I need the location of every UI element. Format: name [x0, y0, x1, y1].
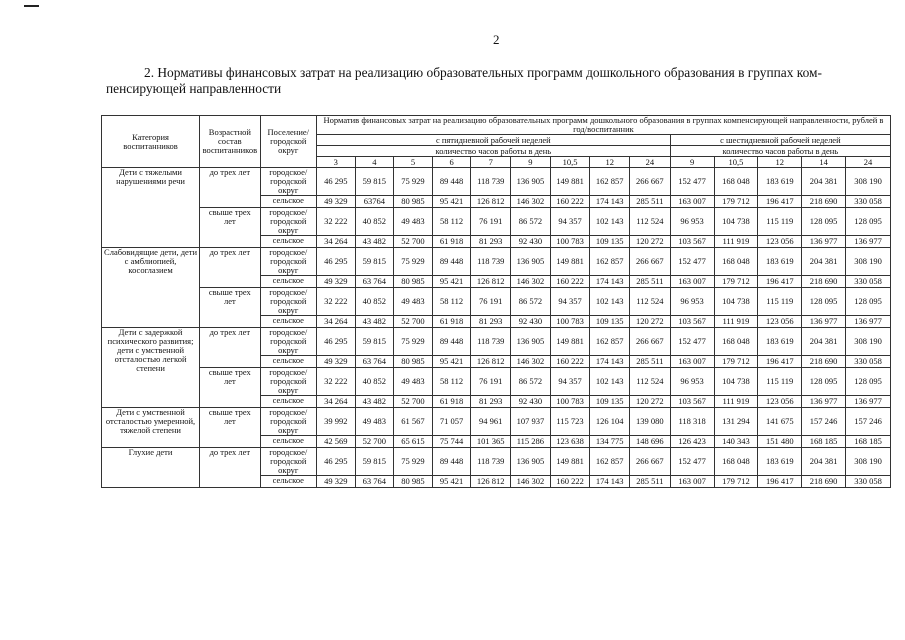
value-cell: 160 222	[550, 476, 590, 488]
value-cell: 162 857	[590, 328, 630, 356]
col-header-five-day: с пятидневной рабочей неделей	[316, 135, 670, 146]
value-cell: 102 143	[590, 368, 630, 396]
top-left-dash	[24, 5, 39, 7]
value-cell: 120 272	[630, 396, 671, 408]
value-cell: 81 293	[471, 316, 511, 328]
heading-line-1: 2. Нормативы финансовых затрат на реализацию образовательных программ дошкольного образования в группах ком-	[144, 65, 822, 80]
value-cell: 218 690	[802, 476, 846, 488]
settlement-cell: городское/ городской округ	[260, 368, 316, 396]
value-cell: 95 421	[432, 196, 471, 208]
value-cell: 162 857	[590, 248, 630, 276]
value-cell: 266 667	[630, 328, 671, 356]
value-cell: 80 985	[394, 276, 433, 288]
value-cell: 266 667	[630, 168, 671, 196]
value-cell: 34 264	[316, 236, 355, 248]
value-cell: 115 723	[550, 408, 590, 436]
value-cell: 32 222	[316, 208, 355, 236]
col-header-hours-six: количество часов работы в день	[670, 146, 890, 157]
value-cell: 136 977	[802, 316, 846, 328]
settlement-cell: городское/ городской округ	[260, 208, 316, 236]
settlement-cell: городское/ городской округ	[260, 288, 316, 316]
value-cell: 148 696	[630, 436, 671, 448]
value-cell: 52 700	[394, 316, 433, 328]
value-cell: 218 690	[802, 276, 846, 288]
value-cell: 136 905	[511, 328, 551, 356]
value-cell: 183 619	[758, 168, 802, 196]
value-cell: 49 329	[316, 196, 355, 208]
value-cell: 115 286	[511, 436, 551, 448]
value-cell: 100 783	[550, 396, 590, 408]
value-cell: 126 812	[471, 276, 511, 288]
age-cell: до трех лет	[200, 328, 261, 368]
value-cell: 179 712	[714, 276, 758, 288]
value-cell: 151 480	[758, 436, 802, 448]
age-cell: до трех лет	[200, 448, 261, 488]
value-cell: 134 775	[590, 436, 630, 448]
value-cell: 75 929	[394, 248, 433, 276]
value-cell: 179 712	[714, 476, 758, 488]
value-cell: 174 143	[590, 276, 630, 288]
value-cell: 76 191	[471, 288, 511, 316]
value-cell: 136 905	[511, 168, 551, 196]
value-cell: 183 619	[758, 448, 802, 476]
value-cell: 330 058	[846, 476, 891, 488]
value-cell: 128 095	[802, 288, 846, 316]
hours-five-cell: 12	[590, 157, 630, 168]
settlement-cell: сельское	[260, 276, 316, 288]
value-cell: 46 295	[316, 248, 355, 276]
value-cell: 126 812	[471, 196, 511, 208]
value-cell: 136 977	[846, 396, 891, 408]
value-cell: 115 119	[758, 288, 802, 316]
value-cell: 32 222	[316, 288, 355, 316]
value-cell: 196 417	[758, 196, 802, 208]
value-cell: 109 135	[590, 236, 630, 248]
value-cell: 111 919	[714, 316, 758, 328]
value-cell: 95 421	[432, 276, 471, 288]
value-cell: 107 937	[511, 408, 551, 436]
value-cell: 86 572	[511, 208, 551, 236]
value-cell: 101 365	[471, 436, 511, 448]
value-cell: 111 919	[714, 236, 758, 248]
settlement-cell: сельское	[260, 316, 316, 328]
value-cell: 75 929	[394, 448, 433, 476]
value-cell: 112 524	[630, 288, 671, 316]
value-cell: 111 919	[714, 396, 758, 408]
value-cell: 65 615	[394, 436, 433, 448]
value-cell: 61 918	[432, 396, 471, 408]
value-cell: 204 381	[802, 448, 846, 476]
value-cell: 308 190	[846, 328, 891, 356]
value-cell: 46 295	[316, 328, 355, 356]
value-cell: 146 302	[511, 276, 551, 288]
value-cell: 109 135	[590, 396, 630, 408]
value-cell: 136 905	[511, 248, 551, 276]
value-cell: 104 738	[714, 288, 758, 316]
value-cell: 94 357	[550, 368, 590, 396]
hours-six-cell: 14	[802, 157, 846, 168]
settlement-cell: сельское	[260, 196, 316, 208]
value-cell: 126 104	[590, 408, 630, 436]
value-cell: 136 905	[511, 448, 551, 476]
table-row	[102, 248, 891, 276]
table-row	[102, 288, 891, 316]
value-cell: 168 048	[714, 328, 758, 356]
value-cell: 131 294	[714, 408, 758, 436]
value-cell: 149 881	[550, 448, 590, 476]
table-row	[102, 328, 891, 356]
value-cell: 179 712	[714, 196, 758, 208]
age-cell: свыше трех лет	[200, 288, 261, 328]
value-cell: 49 483	[394, 368, 433, 396]
settlement-cell: городское/ городской округ	[260, 168, 316, 196]
value-cell: 149 881	[550, 328, 590, 356]
settlement-cell: городское/ городской округ	[260, 408, 316, 436]
value-cell: 32 222	[316, 368, 355, 396]
col-header-six-day: с шестидневной рабочей неделей	[670, 135, 890, 146]
value-cell: 61 918	[432, 316, 471, 328]
value-cell: 63 764	[355, 276, 394, 288]
value-cell: 103 567	[670, 316, 714, 328]
value-cell: 96 953	[670, 288, 714, 316]
age-cell: свыше трех лет	[200, 208, 261, 248]
value-cell: 89 448	[432, 448, 471, 476]
age-cell: свыше трех лет	[200, 368, 261, 408]
value-cell: 308 190	[846, 168, 891, 196]
value-cell: 89 448	[432, 328, 471, 356]
value-cell: 330 058	[846, 196, 891, 208]
hours-five-cell: 5	[394, 157, 433, 168]
value-cell: 183 619	[758, 248, 802, 276]
hours-six-cell: 12	[758, 157, 802, 168]
col-header-norm: Норматив финансовых затрат на реализацию образовательных программ дошкольного образования в группах компенсирующей направленности, рублей в год/воспитанник	[316, 116, 890, 135]
norms-table	[101, 115, 891, 488]
value-cell: 96 953	[670, 208, 714, 236]
col-header-settlement: Поселение/ городской округ	[260, 116, 316, 168]
age-cell: до трех лет	[200, 248, 261, 288]
value-cell: 92 430	[511, 236, 551, 248]
value-cell: 174 143	[590, 476, 630, 488]
value-cell: 102 143	[590, 208, 630, 236]
value-cell: 86 572	[511, 368, 551, 396]
value-cell: 126 812	[471, 476, 511, 488]
value-cell: 157 246	[802, 408, 846, 436]
value-cell: 160 222	[550, 196, 590, 208]
value-cell: 204 381	[802, 168, 846, 196]
value-cell: 149 881	[550, 248, 590, 276]
age-cell: свыше трех лет	[200, 408, 261, 448]
value-cell: 308 190	[846, 448, 891, 476]
value-cell: 94 961	[471, 408, 511, 436]
hours-five-cell: 9	[511, 157, 551, 168]
settlement-cell: сельское	[260, 396, 316, 408]
value-cell: 59 815	[355, 448, 394, 476]
hours-five-cell: 7	[471, 157, 511, 168]
value-cell: 330 058	[846, 276, 891, 288]
value-cell: 92 430	[511, 316, 551, 328]
value-cell: 46 295	[316, 168, 355, 196]
value-cell: 140 343	[714, 436, 758, 448]
hours-five-cell: 24	[630, 157, 671, 168]
value-cell: 109 135	[590, 316, 630, 328]
value-cell: 63 764	[355, 356, 394, 368]
page-number: 2	[493, 32, 500, 47]
settlement-cell: городское/ городской округ	[260, 248, 316, 276]
value-cell: 63 764	[355, 476, 394, 488]
value-cell: 285 511	[630, 196, 671, 208]
value-cell: 168 048	[714, 448, 758, 476]
value-cell: 112 524	[630, 368, 671, 396]
value-cell: 152 477	[670, 248, 714, 276]
value-cell: 204 381	[802, 328, 846, 356]
category-cell: Дети с тяжелыми нарушениями речи	[102, 168, 200, 248]
settlement-cell: сельское	[260, 356, 316, 368]
settlement-cell: сельское	[260, 236, 316, 248]
value-cell: 86 572	[511, 288, 551, 316]
value-cell: 49 483	[394, 288, 433, 316]
value-cell: 100 783	[550, 316, 590, 328]
value-cell: 157 246	[846, 408, 891, 436]
value-cell: 43 482	[355, 236, 394, 248]
heading-line-2: пенсирующей направленности	[106, 81, 282, 96]
value-cell: 146 302	[511, 356, 551, 368]
value-cell: 75 744	[432, 436, 471, 448]
value-cell: 146 302	[511, 196, 551, 208]
value-cell: 160 222	[550, 276, 590, 288]
value-cell: 146 302	[511, 476, 551, 488]
value-cell: 115 119	[758, 368, 802, 396]
value-cell: 174 143	[590, 196, 630, 208]
value-cell: 285 511	[630, 276, 671, 288]
table-row	[102, 448, 891, 476]
value-cell: 49 329	[316, 276, 355, 288]
value-cell: 81 293	[471, 236, 511, 248]
settlement-cell: городское/ городской округ	[260, 328, 316, 356]
value-cell: 61 918	[432, 236, 471, 248]
value-cell: 152 477	[670, 328, 714, 356]
value-cell: 96 953	[670, 368, 714, 396]
value-cell: 266 667	[630, 448, 671, 476]
value-cell: 266 667	[630, 248, 671, 276]
value-cell: 128 095	[802, 208, 846, 236]
value-cell: 204 381	[802, 248, 846, 276]
value-cell: 123 056	[758, 236, 802, 248]
value-cell: 179 712	[714, 356, 758, 368]
value-cell: 52 700	[394, 396, 433, 408]
value-cell: 168 185	[802, 436, 846, 448]
value-cell: 34 264	[316, 396, 355, 408]
value-cell: 95 421	[432, 476, 471, 488]
table-row	[102, 368, 891, 396]
value-cell: 80 985	[394, 356, 433, 368]
value-cell: 136 977	[846, 316, 891, 328]
value-cell: 100 783	[550, 236, 590, 248]
value-cell: 118 739	[471, 168, 511, 196]
hours-six-cell: 10,5	[714, 157, 758, 168]
value-cell: 112 524	[630, 208, 671, 236]
hours-five-cell: 10,5	[550, 157, 590, 168]
hours-five-cell: 3	[316, 157, 355, 168]
value-cell: 118 739	[471, 328, 511, 356]
value-cell: 168 048	[714, 248, 758, 276]
value-cell: 46 295	[316, 448, 355, 476]
value-cell: 168 185	[846, 436, 891, 448]
value-cell: 34 264	[316, 316, 355, 328]
value-cell: 39 992	[316, 408, 355, 436]
value-cell: 59 815	[355, 248, 394, 276]
settlement-cell: городское/ городской округ	[260, 448, 316, 476]
value-cell: 126 423	[670, 436, 714, 448]
value-cell: 89 448	[432, 168, 471, 196]
value-cell: 118 739	[471, 448, 511, 476]
value-cell: 285 511	[630, 356, 671, 368]
value-cell: 81 293	[471, 396, 511, 408]
value-cell: 123 638	[550, 436, 590, 448]
value-cell: 163 007	[670, 276, 714, 288]
value-cell: 163 007	[670, 196, 714, 208]
value-cell: 141 675	[758, 408, 802, 436]
value-cell: 43 482	[355, 316, 394, 328]
settlement-cell: сельское	[260, 476, 316, 488]
value-cell: 58 112	[432, 288, 471, 316]
value-cell: 58 112	[432, 208, 471, 236]
value-cell: 136 977	[802, 396, 846, 408]
value-cell: 308 190	[846, 248, 891, 276]
value-cell: 59 815	[355, 168, 394, 196]
hours-six-cell: 9	[670, 157, 714, 168]
category-cell: Дети с задержкой психического развития; дети с умственной отсталостью легкой степени	[102, 328, 200, 408]
age-cell: до трех лет	[200, 168, 261, 208]
value-cell: 75 929	[394, 328, 433, 356]
value-cell: 40 852	[355, 288, 394, 316]
value-cell: 92 430	[511, 396, 551, 408]
value-cell: 43 482	[355, 396, 394, 408]
value-cell: 136 977	[846, 236, 891, 248]
value-cell: 52 700	[394, 236, 433, 248]
value-cell: 102 143	[590, 288, 630, 316]
value-cell: 103 567	[670, 236, 714, 248]
value-cell: 103 567	[670, 396, 714, 408]
value-cell: 49 329	[316, 356, 355, 368]
value-cell: 196 417	[758, 276, 802, 288]
value-cell: 49 483	[394, 208, 433, 236]
value-cell: 89 448	[432, 248, 471, 276]
table-row	[102, 408, 891, 436]
category-cell: Слабовидящие дети, дети с амблиопией, косоглазием	[102, 248, 200, 328]
value-cell: 128 095	[846, 368, 891, 396]
value-cell: 162 857	[590, 448, 630, 476]
table-row	[102, 168, 891, 196]
value-cell: 49 329	[316, 476, 355, 488]
value-cell: 174 143	[590, 356, 630, 368]
value-cell: 128 095	[846, 208, 891, 236]
value-cell: 139 080	[630, 408, 671, 436]
value-cell: 168 048	[714, 168, 758, 196]
value-cell: 160 222	[550, 356, 590, 368]
value-cell: 76 191	[471, 368, 511, 396]
value-cell: 58 112	[432, 368, 471, 396]
col-header-hours-five: количество часов работы в день	[316, 146, 670, 157]
value-cell: 71 057	[432, 408, 471, 436]
hours-five-cell: 4	[355, 157, 394, 168]
value-cell: 196 417	[758, 356, 802, 368]
value-cell: 285 511	[630, 476, 671, 488]
value-cell: 196 417	[758, 476, 802, 488]
value-cell: 136 977	[802, 236, 846, 248]
value-cell: 128 095	[846, 288, 891, 316]
value-cell: 126 812	[471, 356, 511, 368]
value-cell: 123 056	[758, 316, 802, 328]
value-cell: 94 357	[550, 288, 590, 316]
value-cell: 149 881	[550, 168, 590, 196]
category-cell: Глухие дети	[102, 448, 200, 488]
value-cell: 76 191	[471, 208, 511, 236]
category-cell: Дети с умственной отсталостью умеренной, тяжелой степени	[102, 408, 200, 448]
value-cell: 123 056	[758, 396, 802, 408]
value-cell: 218 690	[802, 196, 846, 208]
value-cell: 183 619	[758, 328, 802, 356]
value-cell: 163 007	[670, 356, 714, 368]
hours-five-cell: 6	[432, 157, 471, 168]
table-row	[102, 208, 891, 236]
value-cell: 218 690	[802, 356, 846, 368]
value-cell: 152 477	[670, 168, 714, 196]
value-cell: 128 095	[802, 368, 846, 396]
value-cell: 95 421	[432, 356, 471, 368]
value-cell: 80 985	[394, 196, 433, 208]
value-cell: 104 738	[714, 368, 758, 396]
value-cell: 152 477	[670, 448, 714, 476]
value-cell: 120 272	[630, 316, 671, 328]
col-header-age: Возрастной состав воспитанников	[200, 116, 261, 168]
value-cell: 94 357	[550, 208, 590, 236]
value-cell: 59 815	[355, 328, 394, 356]
value-cell: 40 852	[355, 208, 394, 236]
value-cell: 75 929	[394, 168, 433, 196]
value-cell: 42 569	[316, 436, 355, 448]
value-cell: 104 738	[714, 208, 758, 236]
value-cell: 330 058	[846, 356, 891, 368]
value-cell: 80 985	[394, 476, 433, 488]
value-cell: 61 567	[394, 408, 433, 436]
value-cell: 115 119	[758, 208, 802, 236]
settlement-cell: сельское	[260, 436, 316, 448]
value-cell: 52 700	[355, 436, 394, 448]
value-cell: 162 857	[590, 168, 630, 196]
value-cell: 118 318	[670, 408, 714, 436]
value-cell: 163 007	[670, 476, 714, 488]
value-cell: 63764	[355, 196, 394, 208]
value-cell: 118 739	[471, 248, 511, 276]
col-header-category: Категория воспитанников	[102, 116, 200, 168]
value-cell: 49 483	[355, 408, 394, 436]
value-cell: 40 852	[355, 368, 394, 396]
value-cell: 120 272	[630, 236, 671, 248]
hours-six-cell: 24	[846, 157, 891, 168]
